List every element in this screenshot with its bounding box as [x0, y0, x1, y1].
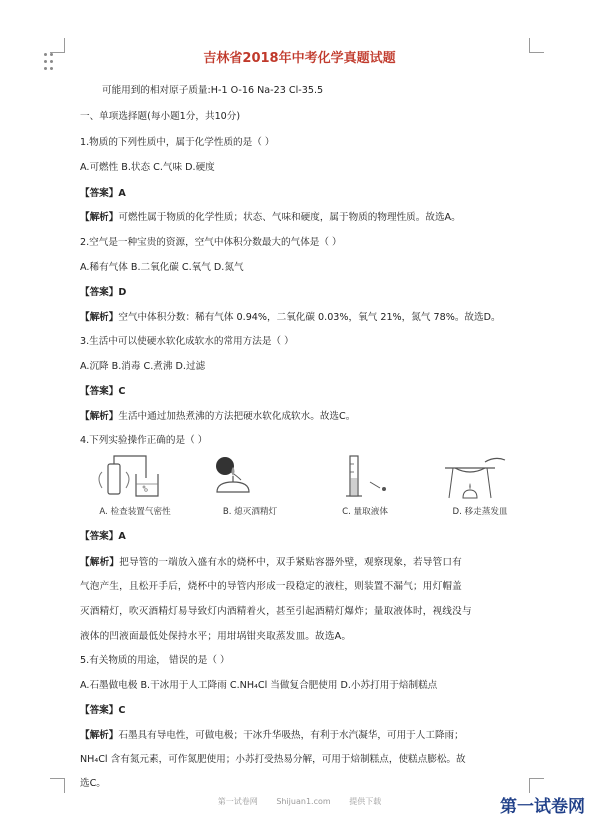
- q5-analysis-line-3: 选C。: [80, 778, 106, 789]
- q2-answer-row: [80, 284, 126, 298]
- section-heading: 一、单项选择题(每小题1分，共10分): [80, 111, 241, 122]
- figure-c-caption: C. 量取液体: [342, 507, 388, 517]
- q1-answer: A: [118, 188, 126, 199]
- q3-analysis: 生活中通过加热煮沸的方法把硬水软化成软水。故选C。: [118, 411, 356, 422]
- analysis-label: 【解析】: [80, 730, 119, 741]
- footer-note: 提供下载: [349, 797, 382, 806]
- crop-mark-bottom-right: [529, 778, 544, 793]
- figure-a-caption: A. 检查装置气密性: [99, 507, 171, 517]
- q4-figures: [80, 452, 540, 520]
- q1-analysis: 可燃性属于物质的化学性质；状态、气味和硬度，属于物质的物理性质。故选A。: [118, 212, 461, 223]
- figure-d-caption: D. 移走蒸发皿: [452, 507, 508, 517]
- q3-options: A.沉降 B.消毒 C.煮沸 D.过滤: [80, 361, 206, 372]
- q4-analysis-line-2: 气泡产生，且松开手后，烧杯中的导管内形成一段稳定的液柱，则装置不漏气；用灯帽盖: [80, 581, 462, 592]
- analysis-label: 【解析】: [80, 557, 120, 568]
- answer-label: 【答案】: [80, 287, 119, 298]
- crop-mark-bottom-left: [50, 778, 65, 793]
- footer-site: 第一试卷网: [217, 797, 258, 806]
- q2-stem: 2.空气是一种宝贵的资源，空气中体积分数最大的气体是（ ）: [80, 237, 342, 248]
- q5-answer-row: [80, 702, 125, 716]
- q4-answer: A: [118, 531, 126, 542]
- document-title: 吉林省2018年中考化学真题试题: [203, 51, 396, 66]
- alcohol-lamp-icon: [195, 452, 305, 504]
- figure-a-airtightness: [80, 452, 190, 520]
- figure-c-measure: [310, 452, 420, 520]
- watermark-logo: 第一试卷网: [500, 797, 585, 817]
- q4-stem: 4.下列实验操作正确的是（ ）: [80, 435, 208, 446]
- q3-analysis-row: [80, 408, 355, 422]
- q4-analysis-line-1: 把导管的一端放入盛有水的烧杯中，双手紧贴容器外壁，观察现象，若导管口有: [119, 557, 462, 568]
- q1-analysis-row: [80, 209, 461, 223]
- q1-stem: 1.物质的下列性质中，属于化学性质的是（ ）: [80, 137, 275, 148]
- analysis-label: 【解析】: [80, 411, 119, 422]
- q5-analysis-row: [80, 727, 464, 741]
- analysis-label: 【解析】: [80, 212, 119, 223]
- q2-options: A.稀有气体 B.二氧化碳 C.氧气 D.氮气: [80, 262, 244, 273]
- q3-stem: 3.生活中可以使硬水软化成软水的常用方法是（ ）: [80, 336, 294, 347]
- evaporating-dish-stand-icon: [425, 452, 535, 504]
- figure-d-evaporating-dish: [425, 452, 535, 520]
- graduated-cylinder-icon: [310, 452, 420, 504]
- q2-analysis: 空气中体积分数：稀有气体 0.94%，二氧化碳 0.03%，氧气 21%，氮气 78%。故选D。: [118, 312, 501, 323]
- q2-analysis-row: [80, 309, 501, 323]
- footer-domain[interactable]: Shijuan1.com: [276, 797, 331, 806]
- q4-analysis-row: [80, 554, 462, 568]
- atomic-masses: 可能用到的相对原子质量:H-1 O-16 Na-23 Cl-35.5: [102, 85, 324, 96]
- q1-answer-row: [80, 185, 126, 199]
- q3-answer: C: [118, 386, 126, 397]
- q5-analysis-line-2: NH₄Cl 含有氮元素，可作氮肥使用；小苏打受热易分解，可用于焙制糕点，使糕点膨松。故: [80, 754, 466, 765]
- q4-answer-row: [80, 528, 126, 542]
- answer-label: 【答案】: [80, 531, 119, 542]
- figure-b-caption: B. 熄灭酒精灯: [222, 507, 278, 517]
- q5-options: A.石墨做电极 B.干冰用于人工降雨 C.NH₄Cl 当做复合肥使用 D.小苏打用于焙制糕点: [80, 680, 438, 691]
- q5-stem: 5.有关物质的用途， 错误的是（ ）: [80, 655, 230, 666]
- q3-answer-row: [80, 383, 125, 397]
- q2-answer: D: [118, 287, 127, 298]
- answer-label: 【答案】: [80, 188, 119, 199]
- q4-analysis-line-4: 液体的凹液面最低处保持水平；用坩埚钳夹取蒸发皿。故选A。: [80, 631, 352, 642]
- q1-options: A.可燃性 B.状态 C.气味 D.硬度: [80, 162, 215, 173]
- answer-label: 【答案】: [80, 705, 119, 716]
- answer-label: 【答案】: [80, 386, 119, 397]
- airtightness-apparatus-icon: [80, 452, 190, 504]
- figure-b-extinguish: [195, 452, 305, 520]
- q4-analysis-line-3: 灭酒精灯，吹灭酒精灯易导致灯内酒精着火，甚至引起酒精灯爆炸；量取液体时，视线没与: [80, 606, 472, 617]
- q5-analysis-line-1: 石墨具有导电性，可做电极；干冰升华吸热，有利于水汽凝华，可用于人工降雨；: [118, 730, 464, 741]
- q5-answer: C: [118, 705, 126, 716]
- analysis-label: 【解析】: [80, 312, 119, 323]
